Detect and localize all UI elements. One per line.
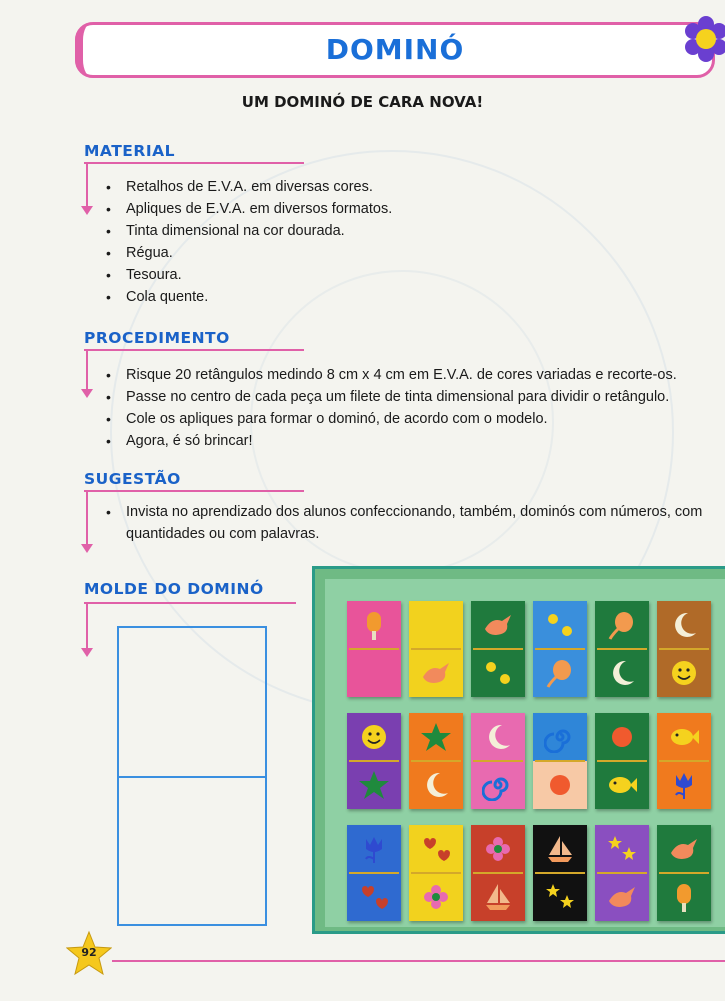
list-item: • Tinta dimensional na cor dourada. <box>106 220 706 242</box>
domino-half-top <box>657 825 711 873</box>
domino-half-top <box>409 825 463 873</box>
domino-half-bottom <box>533 761 587 809</box>
domino-half-top <box>595 601 649 649</box>
material-list <box>106 176 706 308</box>
procedimento-underline <box>84 349 304 351</box>
procedimento-arrow-icon <box>81 389 93 398</box>
domino-gold-divider <box>535 648 585 650</box>
domino-tile <box>347 825 401 921</box>
domino-gold-divider <box>659 760 709 762</box>
domino-half-top <box>533 601 587 649</box>
domino-tile <box>533 713 587 809</box>
domino-tile <box>471 601 525 697</box>
domino-gold-divider <box>535 760 585 762</box>
domino-gold-divider <box>597 760 647 762</box>
list-item: • Invista no aprendizado dos alunos confeccionando, também, dominós com números, com quantidades ou com palavras. <box>106 501 714 545</box>
popsicle-icon <box>668 881 700 913</box>
material-heading: MATERIAL <box>84 142 175 160</box>
bird-icon <box>482 609 514 641</box>
list-item: • Tesoura. <box>106 264 706 286</box>
domino-gold-divider <box>411 872 461 874</box>
bird-icon <box>668 833 700 865</box>
domino-tile <box>595 713 649 809</box>
domino-half-bottom <box>409 649 463 697</box>
star-icon <box>420 721 452 753</box>
domino-half-top <box>347 713 401 761</box>
domino-half-top <box>595 825 649 873</box>
domino-tile <box>533 825 587 921</box>
domino-gold-divider <box>349 648 399 650</box>
fish-icon <box>668 721 700 753</box>
flower-icon <box>482 833 514 865</box>
moon-icon <box>606 657 638 689</box>
domino-half-top <box>347 601 401 649</box>
moon-icon <box>482 721 514 753</box>
material-arrow-icon <box>81 206 93 215</box>
list-item: • Agora, é só brincar! <box>106 430 706 452</box>
domino-half-top <box>409 713 463 761</box>
spiral-icon <box>544 721 576 753</box>
domino-tile <box>657 713 711 809</box>
dots-icon <box>482 657 514 689</box>
stars-icon <box>544 881 576 913</box>
hearts-icon <box>358 881 390 913</box>
balloon-icon <box>544 657 576 689</box>
domino-photo <box>312 566 725 934</box>
domino-half-bottom <box>347 873 401 921</box>
domino-gold-divider <box>597 872 647 874</box>
domino-gold-divider <box>659 648 709 650</box>
star-icon <box>358 769 390 801</box>
domino-tile <box>471 713 525 809</box>
flower-icon <box>420 881 452 913</box>
moon-icon <box>420 769 452 801</box>
domino-half-top <box>595 713 649 761</box>
list-item: • Cole os apliques para formar o dominó, de acordo com o modelo. <box>106 408 706 430</box>
molde-arrow-line <box>86 602 88 650</box>
domino-tile <box>409 825 463 921</box>
domino-half-top <box>471 601 525 649</box>
domino-half-top <box>347 825 401 873</box>
domino-half-top <box>657 713 711 761</box>
circle-icon <box>606 721 638 753</box>
tulip-icon <box>358 833 390 865</box>
sugestao-heading: SUGESTÃO <box>84 470 181 488</box>
stars-icon <box>606 833 638 865</box>
domino-tile <box>409 601 463 697</box>
list-item: • Risque 20 retângulos medindo 8 cm x 4 cm em E.V.A. de cores variadas e recorte-os. <box>106 364 706 386</box>
page-number: 92 <box>81 946 97 959</box>
circle-icon <box>544 769 576 801</box>
list-item: • Régua. <box>106 242 706 264</box>
domino-tile <box>657 601 711 697</box>
domino-half-bottom <box>595 761 649 809</box>
procedimento-list <box>106 364 706 452</box>
list-item: • Passe no centro de cada peça um filete de tinta dimensional para dividir o retângulo. <box>106 386 706 408</box>
popsicle-icon <box>358 609 390 641</box>
list-item: • Apliques de E.V.A. em diversos formatos. <box>106 198 706 220</box>
sugestao-underline <box>84 490 304 492</box>
domino-tile <box>471 825 525 921</box>
domino-half-bottom <box>471 873 525 921</box>
domino-half-bottom <box>347 649 401 697</box>
subtitle: UM DOMINÓ DE CARA NOVA! <box>241 93 484 111</box>
domino-half-bottom <box>409 761 463 809</box>
domino-half-bottom <box>409 873 463 921</box>
domino-gold-divider <box>473 872 523 874</box>
molde-arrow-icon <box>81 648 93 657</box>
hearts-icon <box>420 833 452 865</box>
domino-half-top <box>657 601 711 649</box>
flower-icon <box>682 15 725 63</box>
spiral-icon <box>482 769 514 801</box>
domino-half-top <box>471 825 525 873</box>
domino-gold-divider <box>473 760 523 762</box>
bottom-rule <box>112 960 725 962</box>
domino-half-bottom <box>533 873 587 921</box>
domino-mold-divider <box>119 776 265 778</box>
boat-icon <box>482 881 514 913</box>
domino-half-top <box>471 713 525 761</box>
domino-gold-divider <box>597 648 647 650</box>
domino-gold-divider <box>349 760 399 762</box>
domino-half-bottom <box>657 873 711 921</box>
bird-icon <box>606 881 638 913</box>
procedimento-heading: PROCEDIMENTO <box>84 329 230 347</box>
domino-tile <box>657 825 711 921</box>
domino-tile <box>409 713 463 809</box>
domino-half-top <box>409 601 463 649</box>
smiley-icon <box>668 657 700 689</box>
list-item: • Retalhos de E.V.A. em diversas cores. <box>106 176 706 198</box>
tulip-icon <box>668 769 700 801</box>
domino-gold-divider <box>349 872 399 874</box>
domino-half-bottom <box>595 873 649 921</box>
domino-gold-divider <box>659 872 709 874</box>
domino-half-bottom <box>657 761 711 809</box>
domino-tile <box>595 601 649 697</box>
boat-icon <box>544 833 576 865</box>
domino-half-bottom <box>533 649 587 697</box>
material-underline <box>84 162 304 164</box>
procedimento-arrow-line <box>86 349 88 391</box>
domino-half-bottom <box>471 649 525 697</box>
domino-tile <box>347 713 401 809</box>
domino-gold-divider <box>411 760 461 762</box>
page-title: DOMINÓ <box>325 33 465 66</box>
domino-tile <box>595 825 649 921</box>
moon-icon <box>668 609 700 641</box>
domino-grid <box>325 579 725 927</box>
bird-icon <box>420 657 452 689</box>
domino-half-top <box>533 713 587 761</box>
domino-half-bottom <box>347 761 401 809</box>
domino-gold-divider <box>411 648 461 650</box>
balloon-icon <box>606 609 638 641</box>
sugestao-list <box>106 501 714 545</box>
domino-tile <box>533 601 587 697</box>
sugestao-arrow-line <box>86 490 88 546</box>
dots-icon <box>544 609 576 641</box>
domino-half-top <box>533 825 587 873</box>
domino-half-bottom <box>471 761 525 809</box>
title-banner <box>75 22 715 78</box>
sugestao-arrow-icon <box>81 544 93 553</box>
domino-tile <box>347 601 401 697</box>
molde-underline <box>84 602 296 604</box>
molde-heading: MOLDE DO DOMINÓ <box>84 580 264 598</box>
domino-half-bottom <box>657 649 711 697</box>
fish-icon <box>606 769 638 801</box>
domino-half-bottom <box>595 649 649 697</box>
domino-gold-divider <box>535 872 585 874</box>
list-item: • Cola quente. <box>106 286 706 308</box>
smiley-icon <box>358 721 390 753</box>
domino-gold-divider <box>473 648 523 650</box>
domino-mold-outline <box>117 626 267 926</box>
material-arrow-line <box>86 162 88 208</box>
